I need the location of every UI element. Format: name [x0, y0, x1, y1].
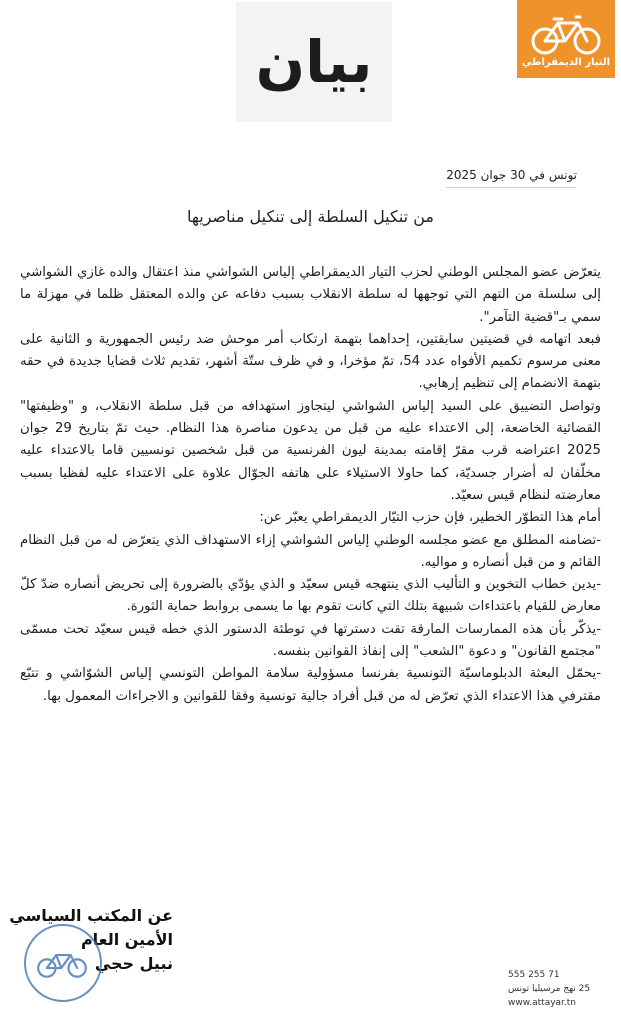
paragraph: -يحمّل البعثة الدبلوماسيّة التونسية بفرنسا مسؤولية سلامة المواطن التونسي إلياس الشوّاشي و تتبّع مقترفي هذا الاعتداء الذي تعرّض له من قبل أفراد جالية تونسية وفقا للقوانين و الاجراءات المعمول بها.	[20, 666, 601, 704]
signature-office: عن المكتب السياسي	[9, 906, 173, 925]
logo-text: التيار الديمقراطي	[521, 56, 611, 68]
paragraph: -يدين خطاب التخوين و التأليب الذي ينتهجه قيس سعيّد و الذي يؤدّي بالضرورة إلى تحريض أنصاره ضدّ كلّ معارض للقيام باعتداءات شبيهة بتلك التي كانت تقوم بها ما يسمى بروابط حماية الثورة.	[20, 577, 601, 615]
signature-name: نبيل حجي	[94, 954, 173, 973]
paragraph: -تضامنه المطلق مع عضو مجلسه الوطني إلياس الشواشي إزاء الاستهداف الذي يتعرّض له من قبل النظام القائم و من قبل أنصاره و مواليه.	[20, 532, 601, 570]
party-seal	[24, 924, 102, 1002]
statement-body	[20, 262, 601, 708]
page-title: بيان	[255, 28, 373, 96]
paragraph: أمام هذا التطوّر الخطير، فإن حزب التيّار الديمقراطي يعبّر عن:	[259, 510, 601, 526]
bicycle-icon	[530, 11, 602, 57]
contact-footer	[508, 968, 613, 1010]
paragraph: -يذكّر بأن هذه الممارسات المارقة تقت دسترتها في توطئة الدستور الذي خطه قيس سعيّد تحت مسمّى "مجتمع القانون" و دعوة "الشعب" إلى إنفاذ القوانين بنفسه.	[20, 621, 601, 660]
statement-date: تونس في 30 جوان 2025	[446, 168, 577, 182]
paragraph: يتعرّض عضو المجلس الوطني لحزب التيار الديمقراطي إلياس الشواشي منذ اعتقال والده غازي الشواشي إلى سلسلة من التهم التي توجهها له سلطة الانقلاب بسبب دفاعه عن والده المعتقل ظلما في مهزلة ما سمي بـ"قضية التآمر".	[20, 265, 601, 325]
paragraph: فبعد اتهامه في قضيتين سابقتين، إحداهما بتهمة ارتكاب أمر موحش ضد رئيس الجمهورية و الثانية على معنى مرسوم تكميم الأفواه عدد 54، تمّ مؤخرا، و في ظرف ستّة أشهر، تقديم ثلاث قضايا جديدة في حقه بتهمة الانضمام إلى تنظيم إرهابي.	[20, 331, 601, 392]
statement-subtitle: من تنكيل السلطة إلى تنكيل مناصريها	[187, 207, 434, 226]
party-logo	[517, 0, 615, 78]
bicycle-icon	[36, 946, 88, 980]
footer-address: 25 نهج مرسيليا تونس	[508, 984, 591, 994]
paragraph: وتواصل التضييق على السيد إلياس الشواشي ليتجاوز استهدافه من قبل سلطة الانقلاب، و "وظيفتها" القضائية الخاضعة، إلى الاعتداء عليه من قبل من يدعون مناصرة هذا النظام. حيث تمّ بتاريخ 29 جوان 2025 اعتراضه قرب مقرّ إقامته بمدينة ليون الفرنسية من قبل شخصين تونسيين قاما بالاعتداء عليه مخلّفان له أضرار جسديّة، كما حاولا الاستيلاء على هاتفه الجوّال علاوة على الاعتداء عليه لفظيا بسبب معارضته لنظام قيس سعيّد.	[20, 398, 602, 503]
title-box	[236, 2, 392, 122]
footer-phone: 71 255 555	[508, 970, 560, 980]
date-underline	[446, 187, 576, 188]
signature-role: الأمين العام	[80, 930, 173, 949]
footer-website[interactable]: www.attayar.tn	[508, 998, 577, 1008]
